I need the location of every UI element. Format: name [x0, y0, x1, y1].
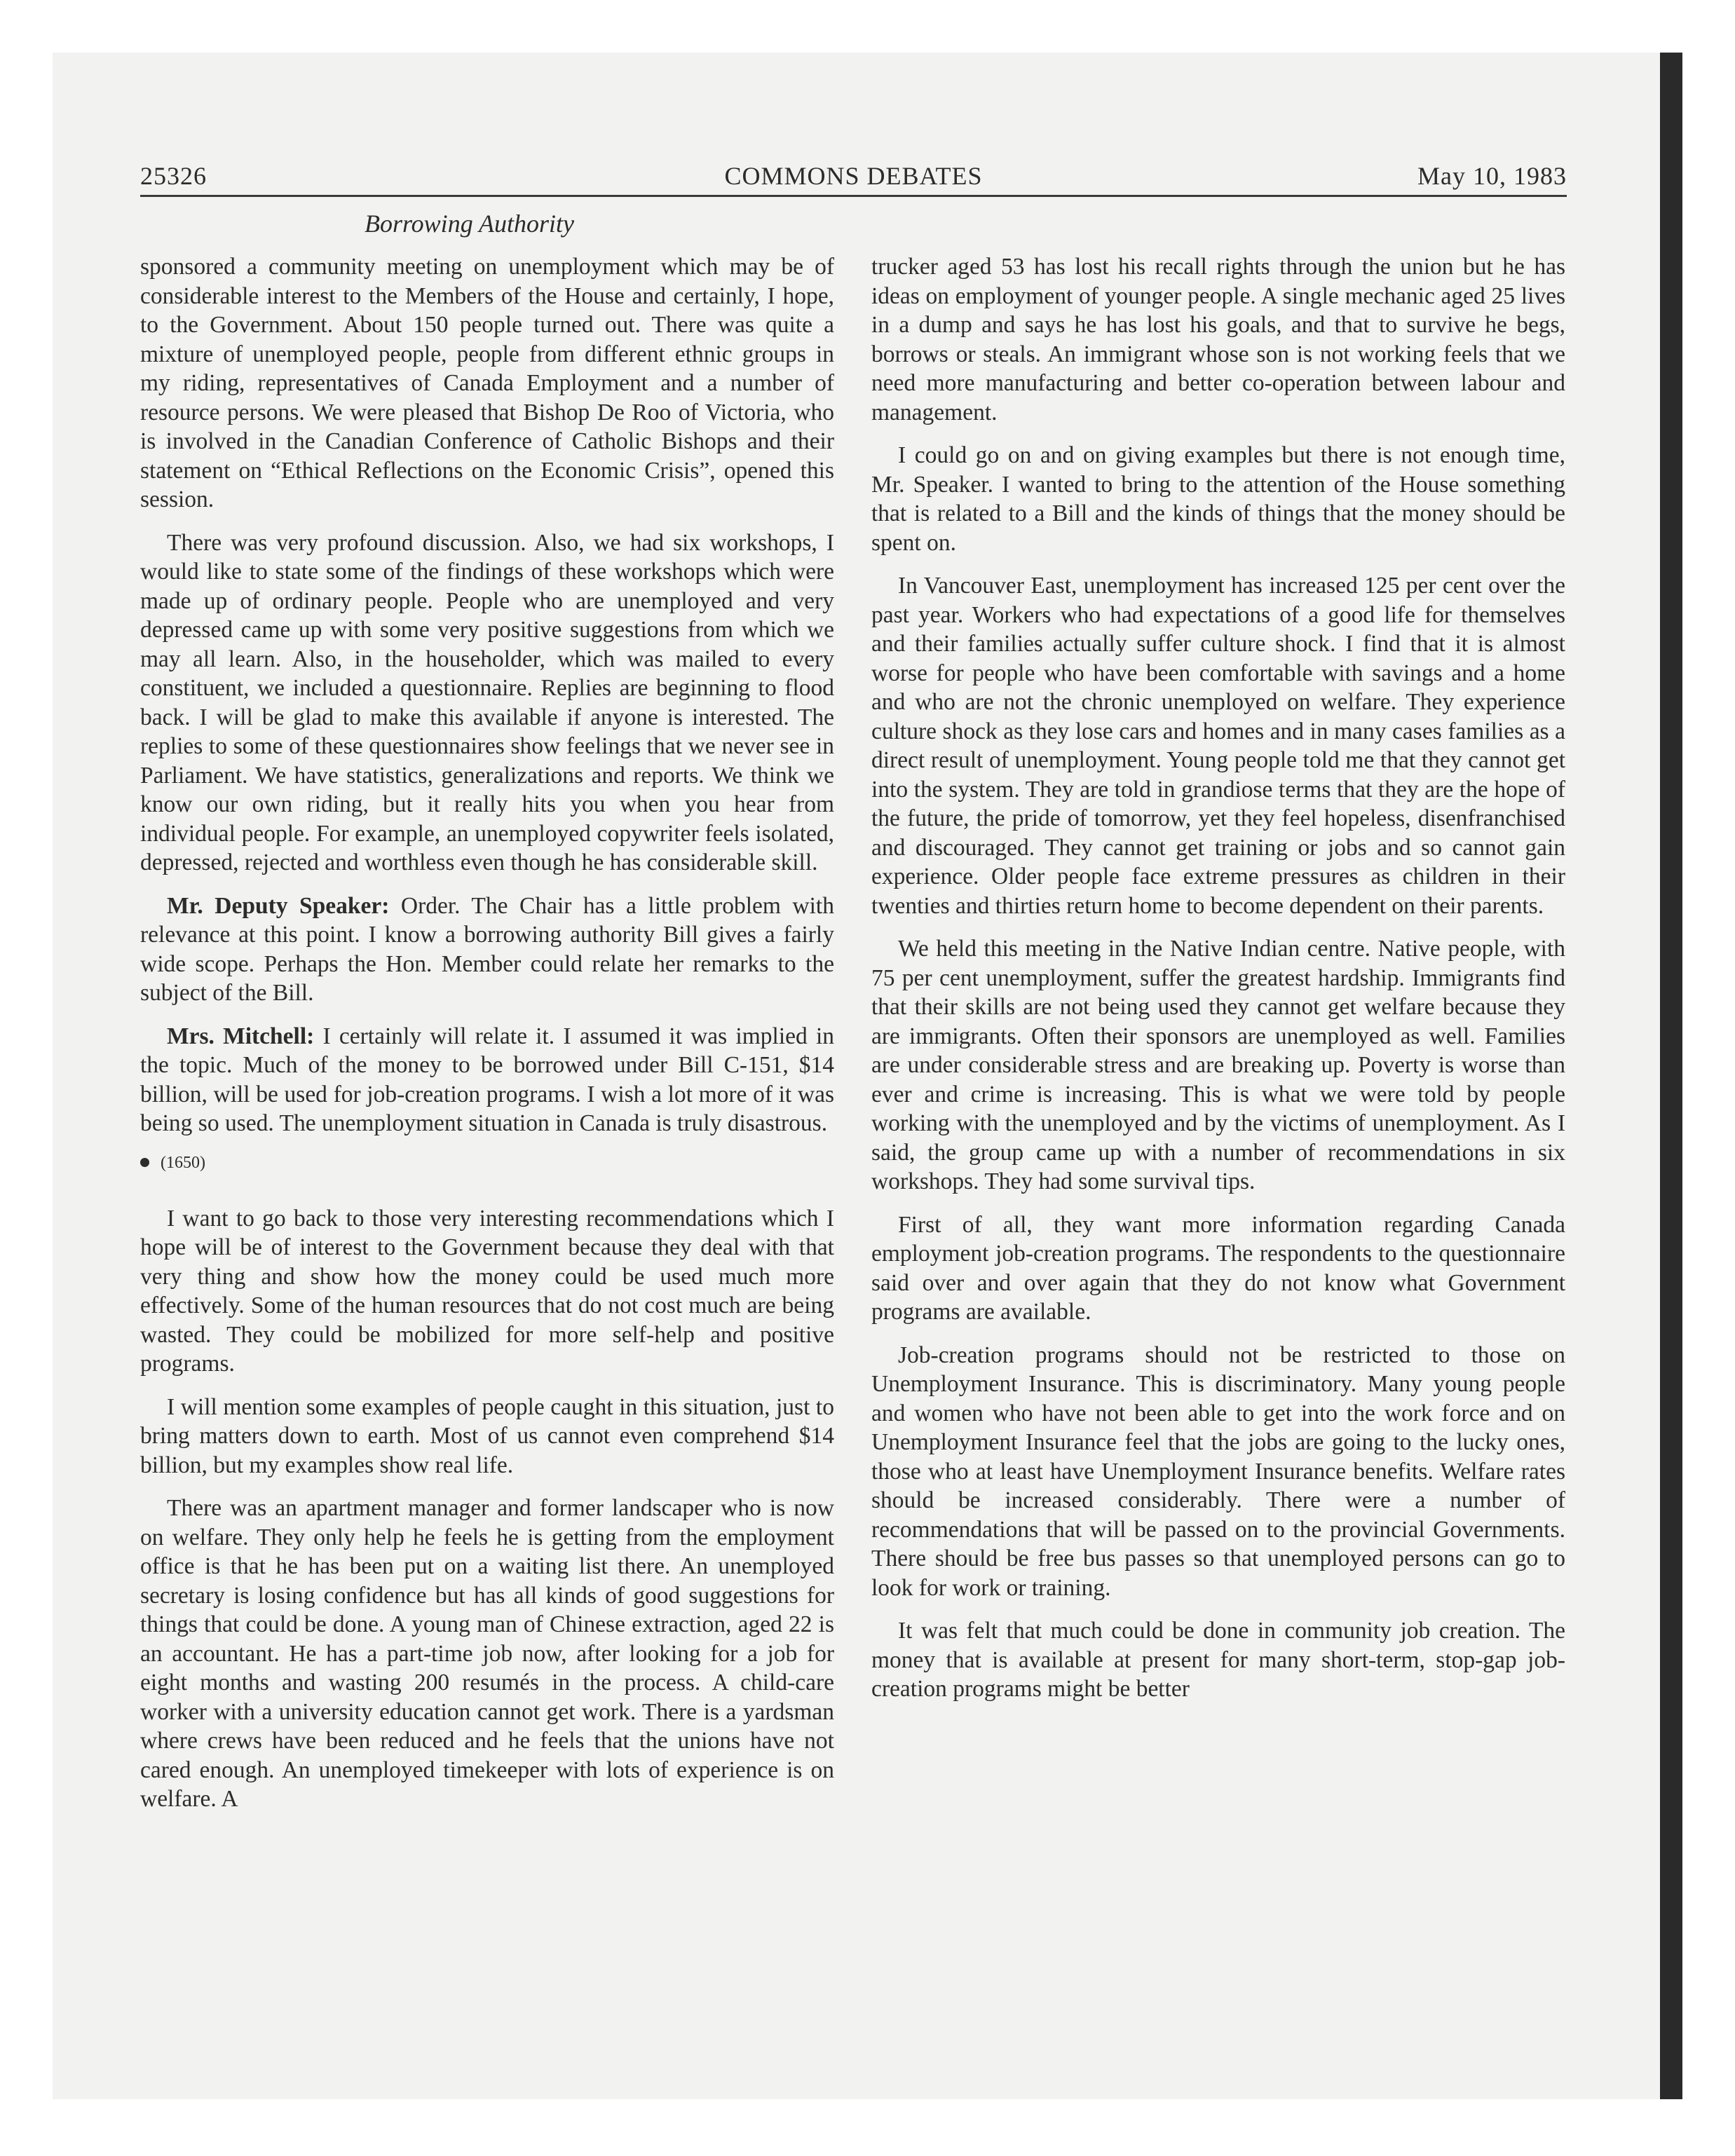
- speaker-name: Mr. Deputy Speaker:: [167, 892, 390, 919]
- paragraph: In Vancouver East, unemployment has increased 125 per cent over the past year. Workers who had expectations of a good life for themselves and their families actually suffer culture shock. I find that it is almost worse for people who have been comfortable with savings and a home and who are not the chronic unemployed on welfare. They experience culture shock as they lose cars and homes and in many cases families as a direct result of unemployment. Young people told me that they cannot get into the system. They are told in grandiose terms that they are the hope of the future, the pride of tomorrow, yet they feel hopeless, disenfranchised and discouraged. They cannot get training or jobs and so cannot gain experience. Older people face extreme pressures as children in their twenties and thirties return home to become dependent on their parents.: [871, 573, 1565, 919]
- paragraph: First of all, they want more information regarding Canada employment job-creation programs. The respondents to the questionnaire said over and over again that they do not know what Government programs are available.: [871, 1211, 1565, 1325]
- right-column: [871, 252, 1565, 1718]
- running-header: [140, 160, 1567, 197]
- subject-heading: Borrowing Authority: [365, 210, 575, 238]
- paragraph: We held this meeting in the Native Indian centre. Native people, with 75 per cent unemployment, suffer the greatest hardship. Immigrants find that their skills are not being used they cannot get welfare because they are immigrants. Often their sponsors are unemployed as well. Families are under considerable stress and are breaking up. Poverty is worse than ever and crime is increasing. This is what we were told by people working with the unemployed and by the victims of unemployment. As I said, the group came up with a number of recommendations in six workshops. They had some survival tips.: [871, 936, 1565, 1194]
- paragraph: There was an apartment manager and former landscaper who is now on welfare. They only help he feels he is getting from the employment office is that he has been put on a waiting list there. An unemployed secretary is losing confidence but has all kinds of good suggestions for things that could be done. A young man of Chinese extraction, aged 22 is an accountant. He has a part-time job now, after looking for a job for eight months and wasting 200 resumés in the process. A child-care worker with a university education cannot get work. There is a yardsman where crews have been reduced and he feels that the unions have not cared enough. An unemployed timekeeper with lots of experience is on welfare. A: [140, 1495, 834, 1812]
- speech-mitchell: [140, 1022, 834, 1138]
- speech-text: I certainly will relate it. I assumed it was implied in the topic. Much of the money to be borrowed under Bill C-151, $14 billion, will be used for job-creation programs. I wish a lot more of it was being so used. The unemployment situation in Canada is truly disastrous.: [140, 1023, 834, 1136]
- issue-date: May 10, 1983: [1417, 162, 1567, 190]
- paragraph: There was very profound discussion. Also, we had six workshops, I would like to state some of the findings of these workshops which were made up of ordinary people. People who are unemployed and very depressed came up with some very positive suggestions from which we may all learn. Also, in the householder, which was mailed to every constituent, we included a questionnaire. Replies are beginning to flood back. I will be glad to make this available if anyone is interested. The replies to some of these questionnaires show feelings that we never see in Parliament. We have statistics, generalizations and reports. We think we know our own riding, but it really hits you when you hear from individual people. For example, an unemployed copywriter feels isolated, depressed, rejected and worthless even though he has considerable skill.: [140, 529, 834, 875]
- paragraph: trucker aged 53 has lost his recall rights through the union but he has ideas on employment of younger people. A single mechanic aged 25 lives in a dump and says he has lost his goals, and that to survive he begs, borrows or steals. An immigrant whose son is not working feels that we need more manufacturing and better co-operation between labour and management.: [871, 254, 1565, 425]
- paragraph: I want to go back to those very interesting recommendations which I hope will be of interest to the Government because they deal with that very thing and show how the money could be used much more effectively. Some of the human resources that do not cost much are being wasted. They could be mobilized for more self-help and positive programs.: [140, 1205, 834, 1377]
- left-column: [140, 252, 834, 1828]
- bullet-icon: [140, 1158, 149, 1167]
- time-marker: [140, 1152, 834, 1173]
- speaker-name: Mrs. Mitchell:: [167, 1023, 315, 1049]
- paragraph: sponsored a community meeting on unemployment which may be of considerable interest to the Members of the House and certainly, I hope, to the Government. About 150 people turned out. There was quite a mixture of unemployed people, people from different ethnic groups in my riding, representatives of Canada Employment and a number of resource persons. We were pleased that Bishop De Roo of Victoria, who is involved in the Canadian Conference of Catholic Bishops and their statement on “Ethical Reflections on the Economic Crisis”, opened this session.: [140, 254, 834, 512]
- publication-title: COMMONS DEBATES: [724, 162, 983, 190]
- scan-edge-shadow: [1660, 53, 1682, 2099]
- time-marker-text: (1650): [161, 1153, 205, 1172]
- paragraph: I will mention some examples of people caught in this situation, just to bring matters down to earth. Most of us cannot even comprehend $14 billion, but my examples show real life.: [140, 1393, 834, 1478]
- paragraph: It was felt that much could be done in community job creation. The money that is available at present for many short-term, stop-gap job-creation programs might be better: [871, 1618, 1565, 1702]
- page-number: 25326: [140, 162, 207, 190]
- paragraph: Job-creation programs should not be restricted to those on Unemployment Insurance. This is discriminatory. Many young people and women who have not been able to get into the work force and on Unemployment Insurance feel that the jobs are going to the lucky ones, those who at least have Unemployment Insurance benefits. Welfare rates should be increased considerably. There were a number of recommendations that will be passed on to the provincial Governments. There should be free bus passes so that unemployed persons can go to look for work or training.: [871, 1342, 1565, 1601]
- paragraph: I could go on and on giving examples but there is not enough time, Mr. Speaker. I wanted to bring to the attention of the House something that is related to a Bill and the kinds of things that the money should be spent on.: [871, 442, 1565, 556]
- speech-deputy-speaker: [140, 892, 834, 1008]
- speech-text: Order. The Chair has a little problem with relevance at this point. I know a borrowing authority Bill gives a fairly wide scope. Perhaps the Hon. Member could relate her remarks to the subject of the Bill.: [140, 892, 834, 1006]
